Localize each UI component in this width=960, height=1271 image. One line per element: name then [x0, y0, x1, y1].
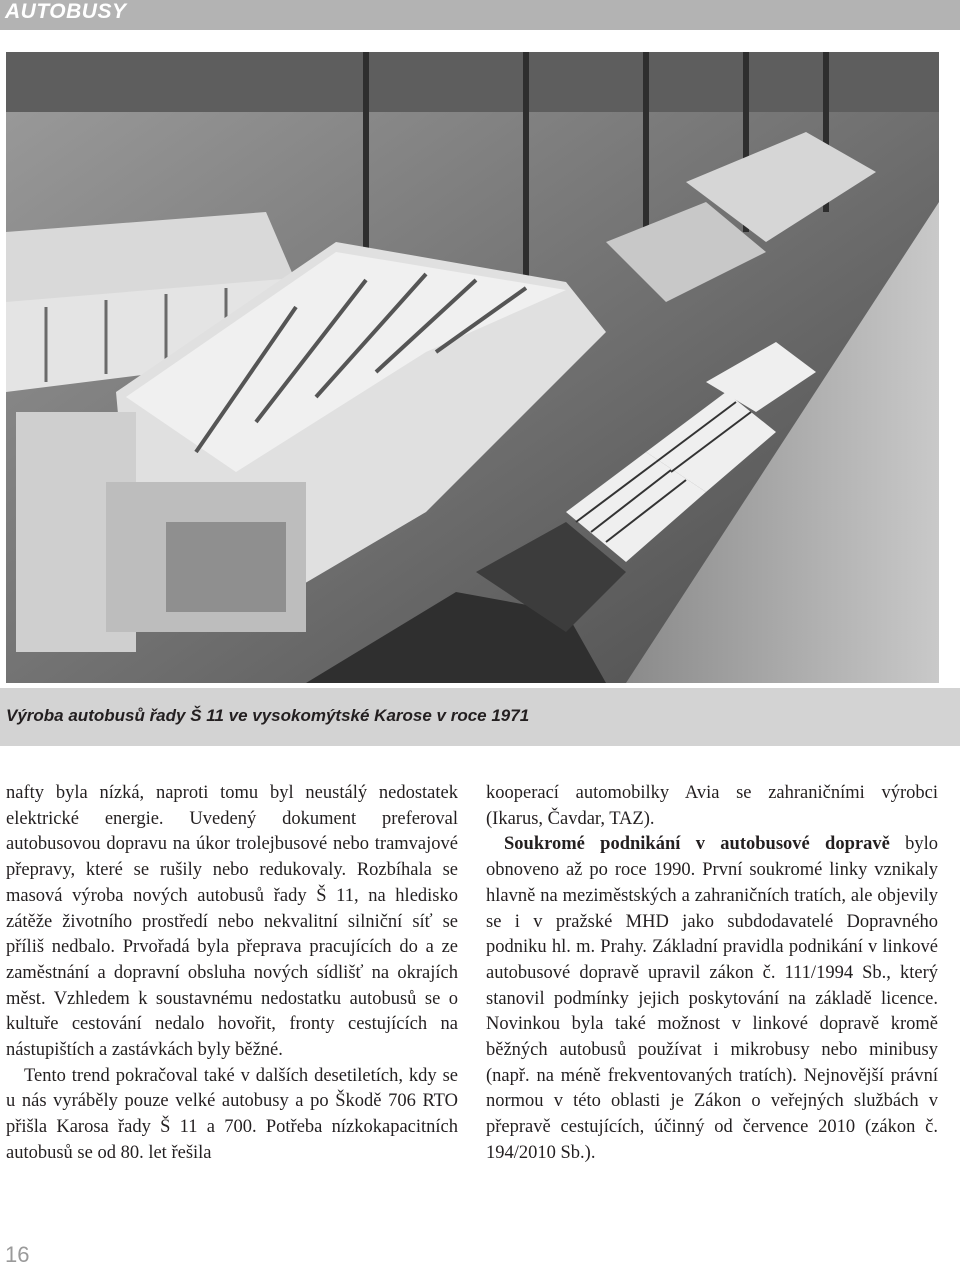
- page-number: 16: [5, 1242, 30, 1267]
- paragraph: [486, 832, 938, 1166]
- paragraph: Tento trend pokračoval také v dalších desetiletích, kdy se u nás vyráběly pouze velké autobusy a po Škodě 706 RTO přišla Karosa řady Š 11 a 700. Potřeba nízkokapacitních autobusů se od 80. let řešila: [6, 1065, 458, 1163]
- paragraph: nafty byla nízká, naproti tomu byl neustálý nedostatek elektrické energie. Uvedený dokument preferoval autobusovou dopravu na úkor trolejbusové nebo tramvajové přepravy, které se rušily nebo redukovaly. Rozbíhala se masová výroba nových autobusů řady Š 11, na hledisko zátěže životního prostředí nebo nekvalitní silniční síť se příliš nedbalo. Prvořadá byla přeprava pracujících do a ze zaměstnání a dopravní obsluha nových sídlišť na okrajích měst. Vzhledem k soustavnému nedostatku autobusů se o kultuře cestování nedalo hovořit, fronty cestujících na nástupištích a zastávkách byly běžné.: [6, 783, 458, 1061]
- factory-photo: [6, 52, 939, 683]
- factory-photo-drawing: [6, 52, 939, 683]
- paragraph: kooperací automobilky Avia se zahraničními výrobci (Ikarus, Čavdar, TAZ).: [486, 783, 938, 829]
- article-left-column: [6, 781, 458, 1167]
- bold-lead: Soukromé podnikání v autobusové dopravě: [504, 834, 890, 855]
- paragraph-text: bylo obnoveno až po roce 1990. První soukromé linky vznikaly hlavně na meziměstských a zahraničních tratích, ale objevily se i v pražské MHD jako subdodavatelé Dopravného podniku hl. m. Prahy. Základní pravidla podnikání v linkové autobusové dopravě upravil zákon č. 111/1994 Sb., který stanovil podmínky jejich poskytování na základě licence. Novinkou byla také možnost v linkové dopravě kromě běžných autobusů používat i mikrobusy nebo minibusy (např. na méně frekventovaných tratích). Nejnovější právní normou v této oblasti je Zákon o veřejných službách v přepravě cestujících, účinný od července 2010 (zákon č. 194/2010 Sb.).: [486, 834, 939, 1163]
- section-label: AUTOBUSY: [5, 0, 127, 23]
- figure-caption: Výroba autobusů řady Š 11 ve vysokomýtské Karose v roce 1971: [6, 706, 530, 725]
- article-right-column: [486, 781, 938, 1167]
- header-bar: [0, 0, 960, 30]
